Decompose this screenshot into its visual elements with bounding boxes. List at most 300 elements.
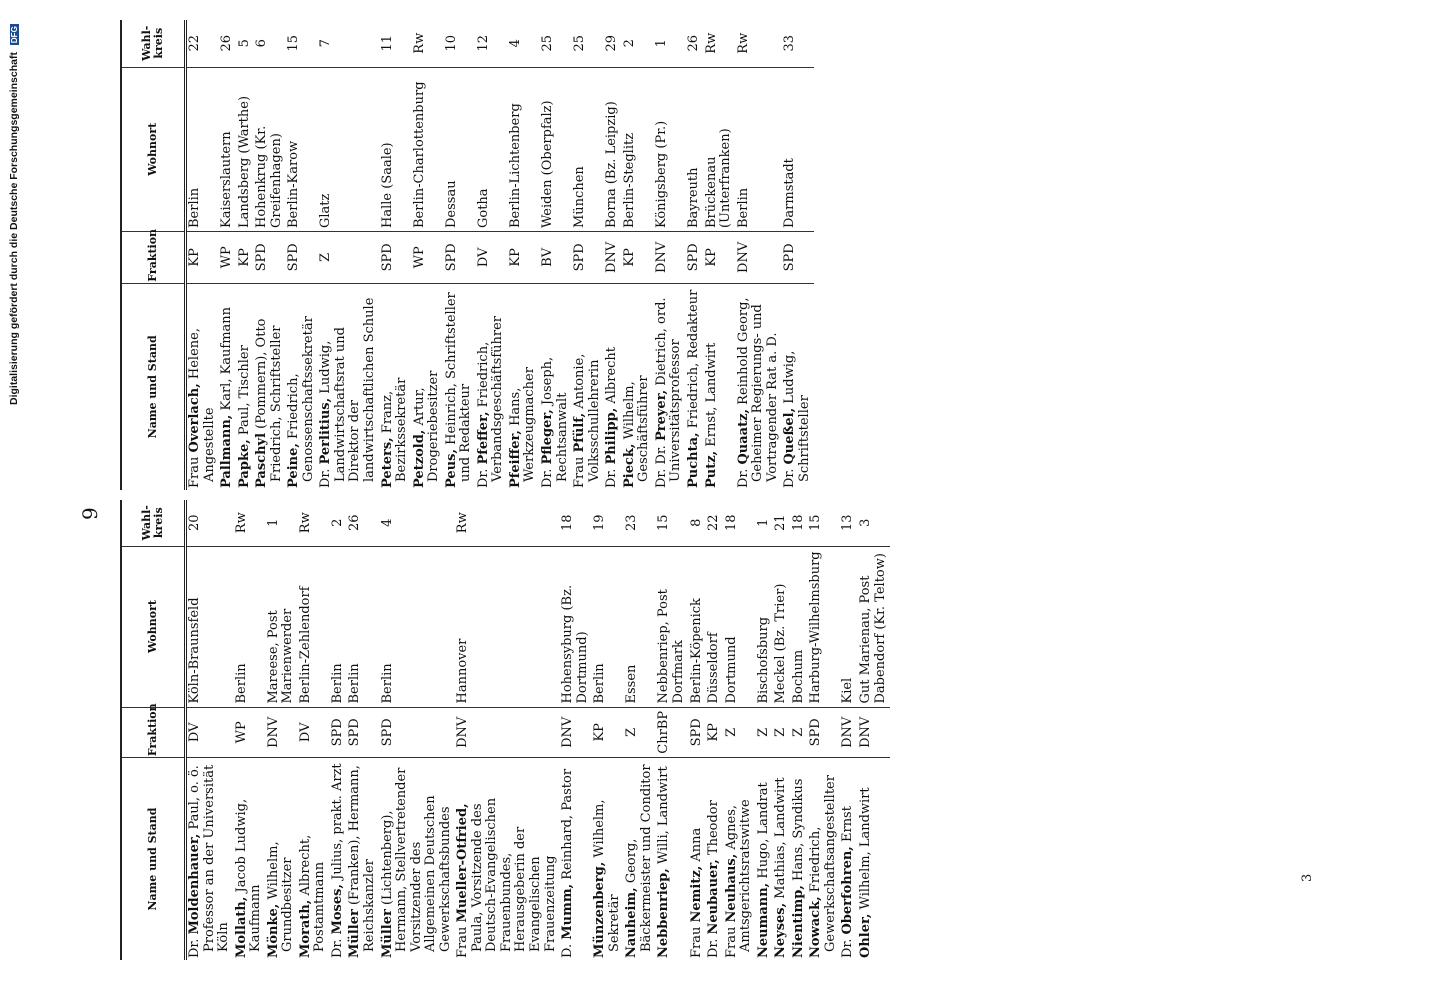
member-details: Joseph, Rechtsanwalt [540, 356, 570, 482]
fraktion-cell: Z [318, 232, 379, 284]
member-surname: Nemitz, [688, 865, 704, 923]
member-prefix: Frau [723, 926, 739, 958]
fraktion-cell: Z [624, 707, 656, 758]
wahlkreis-cell: 23 [624, 500, 656, 546]
member-details: Helene, Angestellte [187, 328, 217, 482]
fraktion-cell: SPD [808, 707, 840, 758]
table-row [476, 20, 508, 490]
header-wahlkreis: Wahl-kreis [121, 20, 186, 67]
wahlkreis-cell: 4 [508, 20, 540, 67]
table-header-row [121, 20, 186, 490]
member-name-cell [858, 758, 890, 960]
member-prefix: Dr. [782, 468, 798, 488]
member-surname: Nientimp, [790, 885, 806, 958]
wohnort-cell: Hannover [455, 546, 560, 707]
wahlkreis-cell: 22 [186, 20, 220, 67]
wohnort-cell: Bayreuth [686, 67, 704, 232]
member-surname: Pieck, [621, 443, 637, 488]
wahlkreis-cell: 6 [254, 20, 286, 67]
member-name-cell [592, 758, 624, 960]
wohnort-cell: Berlin-Charlottenburg [412, 67, 444, 232]
member-name-cell [572, 283, 604, 490]
fraktion-cell: SPD [689, 707, 707, 758]
header-name: Name und Stand [121, 283, 186, 490]
member-surname: Peus, [443, 449, 459, 488]
member-name-cell [455, 758, 560, 960]
table-row [219, 20, 237, 490]
table-row [624, 500, 656, 960]
member-name-cell [773, 758, 791, 960]
member-name-cell [654, 283, 686, 490]
member-name-cell [476, 283, 508, 490]
member-surname: Münzenberg, [592, 861, 608, 958]
fraktion-cell: KP [237, 232, 255, 284]
member-name-cell [689, 758, 707, 960]
member-prefix: Dr. [706, 938, 722, 958]
table-row [654, 20, 686, 490]
wohnort-cell: Darmstadt [782, 67, 814, 232]
member-name-cell [254, 283, 286, 490]
member-surname: Pfülf, [572, 412, 588, 453]
wahlkreis-cell: Rw [704, 20, 736, 67]
member-surname: Müller [379, 909, 395, 958]
wahlkreis-cell: 15 [656, 500, 688, 546]
member-details: Paul, o. ö. Professor an der Universität Köln [187, 764, 232, 952]
wahlkreis-cell: 13 [840, 500, 858, 546]
table-row [455, 500, 560, 960]
wahlkreis-cell: 22 [706, 500, 724, 546]
member-details: Franz, Bezirkssekretär [379, 377, 410, 482]
page-number: 9 [78, 507, 102, 520]
table-row [412, 20, 444, 490]
wohnort-cell: Berlin [347, 546, 379, 707]
member-surname: Petzold, [411, 429, 427, 488]
wahlkreis-cell: 19 [592, 500, 624, 546]
member-details: Ernst, Landwirt [703, 342, 719, 447]
table-row [186, 20, 220, 490]
wahlkreis-cell: 18 [791, 500, 809, 546]
table-row [318, 20, 379, 490]
member-details: Ludwig, Landwirtschaftsrat und Direktor der landwirtschaftlichen Schule [318, 297, 378, 482]
wahlkreis-cell: 2 [330, 500, 348, 546]
table-row [622, 20, 654, 490]
member-details: Wilhelm, Landwirt [857, 787, 873, 910]
member-details: Georg, Bäckermeister und Conditor [624, 764, 654, 952]
wahlkreis-cell: 1 [654, 20, 686, 67]
member-name-cell [186, 758, 234, 960]
wahlkreis-cell: 5 [237, 20, 255, 67]
member-name-cell [234, 758, 266, 960]
fraktion-cell: DV [186, 707, 234, 758]
wahlkreis-cell: 7 [318, 20, 379, 67]
member-surname: Pallmann, [219, 414, 235, 488]
wahlkreis-cell: Rw [736, 20, 783, 67]
member-details: Albrecht, Postamtmann [297, 834, 328, 952]
wahlkreis-cell: 18 [560, 500, 592, 546]
member-surname: Nebbenriep, [656, 868, 672, 958]
header-wahlkreis: Wahl-kreis [121, 500, 186, 546]
wohnort-cell: Kiel [840, 546, 858, 707]
member-name-cell [266, 758, 298, 960]
table-row [858, 500, 890, 960]
wohnort-cell: Berlin-Steglitz [622, 67, 654, 232]
member-details: Wilhelm, Sekretär [592, 799, 622, 952]
member-name-cell [540, 283, 572, 490]
fraktion-cell: DNV [840, 707, 858, 758]
wahlkreis-cell: 21 [773, 500, 791, 546]
member-name-cell [380, 758, 456, 960]
wohnort-cell: Berlin [186, 67, 220, 232]
member-surname: Paschyl [254, 432, 270, 488]
member-details: Dietrich, ord. Universitätsprofessor [653, 297, 684, 482]
member-name-cell [347, 758, 379, 960]
member-surname: Mönke, [265, 903, 281, 958]
header-fraktion: Fraktion [121, 232, 186, 284]
fraktion-cell: KP [622, 232, 654, 284]
wohnort-cell: Berlin-Karow [286, 67, 318, 232]
member-prefix: Frau [688, 926, 704, 958]
member-surname: Moses, [329, 884, 345, 935]
fraktion-cell: SPD [330, 707, 348, 758]
table-row [380, 500, 456, 960]
wohnort-cell: Weiden (Oberpfalz) [540, 67, 572, 232]
table-body-right [186, 20, 815, 490]
member-name-cell [624, 758, 656, 960]
member-details: Albrecht [604, 346, 620, 404]
fraktion-cell: KP [706, 707, 724, 758]
wahlkreis-cell: 15 [808, 500, 840, 546]
member-name-cell [444, 283, 476, 490]
member-surname: Nowack, [808, 896, 824, 958]
fraktion-cell: SPD [686, 232, 704, 284]
member-name-cell [560, 758, 592, 960]
wahlkreis-cell: 26 [219, 20, 237, 67]
member-name-cell [840, 758, 858, 960]
wahlkreis-cell: 25 [540, 20, 572, 67]
member-name-cell [724, 758, 756, 960]
member-name-cell [622, 283, 654, 490]
member-details: Anna [688, 827, 704, 862]
table-row [706, 500, 724, 960]
wohnort-cell: Landsberg (Warthe) [237, 67, 255, 232]
member-details: Julius, prakt. Arzt [329, 763, 345, 880]
member-name-cell [756, 758, 774, 960]
header-wohnort: Wohnort [121, 546, 186, 707]
wahlkreis-cell: 26 [686, 20, 704, 67]
member-name-cell [298, 758, 330, 960]
fraktion-cell: DNV [455, 707, 560, 758]
wohnort-cell: Berlin [592, 546, 624, 707]
member-surname: Quaatz, [735, 408, 751, 465]
member-details: Antonie, Volksschullehrerin [572, 353, 602, 482]
member-surname: Neubauer, [706, 859, 722, 935]
wohnort-cell: Nebbenriep, Post Dorfmark [656, 546, 688, 707]
wohnort-cell: Meckel (Bz. Trier) [773, 546, 791, 707]
member-details: Ernst [840, 806, 856, 843]
dfg-logo: DFG [10, 26, 19, 44]
wohnort-cell: Dortmund [724, 546, 756, 707]
fraktion-cell: KP [508, 232, 540, 284]
member-name-cell [219, 283, 237, 490]
table-body-left [186, 500, 891, 960]
member-details: (Franken), Hermann, Reichskanzler [347, 765, 378, 952]
member-surname: Papke, [236, 439, 252, 488]
wohnort-cell: Berlin [330, 546, 348, 707]
member-details: Paul, Tischler [236, 345, 252, 436]
wahlkreis-cell: 25 [572, 20, 604, 67]
fraktion-cell: DV [298, 707, 330, 758]
signature-mark: 3 [1300, 873, 1315, 882]
member-surname: Pfeiffer, [507, 430, 523, 488]
wohnort-cell: Hohenkrug (Kr. Greifenhagen) [254, 67, 286, 232]
table-row [266, 500, 298, 960]
member-surname: Neyses, [773, 902, 789, 958]
table-row [298, 500, 330, 960]
member-name-cell [706, 758, 724, 960]
member-details: Friedrich, Gewerkschaftsangestellter [808, 775, 838, 952]
member-surname: Müller [347, 909, 363, 958]
member-details: Karl, Kaufmann [219, 306, 235, 411]
table-row [689, 500, 707, 960]
member-details: Reinhold Georg, Geheimer Regierungs- und Vortragender Rat a. D. [735, 297, 780, 482]
member-name-cell [508, 283, 540, 490]
table-row [656, 500, 688, 960]
fraktion-cell: DNV [654, 232, 686, 284]
header-wohnort: Wohnort [121, 67, 186, 232]
header-name: Name und Stand [121, 758, 186, 960]
wohnort-cell: Dessau [444, 67, 476, 232]
table-row [347, 500, 379, 960]
fraktion-cell: SPD [254, 232, 286, 284]
fraktion-cell: SPD [380, 232, 412, 284]
member-surname: Nauheim, [624, 887, 640, 958]
wohnort-cell: München [572, 67, 604, 232]
member-name-cell [380, 283, 412, 490]
member-details: Theodor [706, 800, 722, 856]
member-prefix: Dr. [318, 468, 334, 488]
fraktion-cell: SPD [572, 232, 604, 284]
table-row [736, 20, 783, 490]
wohnort-cell: Berlin [234, 546, 266, 707]
member-prefix: Dr. [329, 938, 345, 958]
fraktion-cell: DV [476, 232, 508, 284]
fraktion-cell: DNV [560, 707, 592, 758]
members-table-right [120, 20, 814, 490]
member-details: (Lichtenberg), Hermann, Stellvertretender Vorsitzender des Allgemeinen Deutschen Gewerkschaftsbundes [379, 767, 453, 952]
wahlkreis-cell: 20 [186, 500, 234, 546]
fraktion-cell: DNV [858, 707, 890, 758]
wahlkreis-cell: 33 [782, 20, 814, 67]
table-row [186, 500, 234, 960]
wohnort-cell: Berlin-Zehlendorf [298, 546, 330, 707]
wahlkreis-cell: 15 [286, 20, 318, 67]
member-surname: Peters, [379, 437, 395, 488]
table-row [686, 20, 704, 490]
wahlkreis-cell: 8 [689, 500, 707, 546]
member-details: Agnes, Amtsgerichtsratswitwe [723, 799, 754, 952]
member-prefix: Dr. [840, 938, 856, 958]
wahlkreis-cell: 1 [756, 500, 774, 546]
member-details: Willi, Landwirt [656, 766, 672, 865]
member-surname: Puchta, [685, 432, 701, 488]
fraktion-cell: ChrBP [656, 707, 688, 758]
fraktion-cell: WP [219, 232, 237, 284]
wohnort-cell: Harburg-Wilhelmsburg [808, 546, 840, 707]
wahlkreis-cell: 12 [476, 20, 508, 67]
member-surname: Mollath, [233, 896, 249, 958]
member-prefix: Frau [187, 456, 202, 488]
table-row [380, 20, 412, 490]
table-header-row [121, 500, 186, 960]
fraktion-cell: DNV [604, 232, 622, 284]
fraktion-cell: Z [724, 707, 756, 758]
member-prefix: D. [560, 943, 576, 958]
fraktion-cell: SPD [347, 707, 379, 758]
fraktion-cell: KP [186, 232, 220, 284]
member-surname: Morath, [297, 899, 313, 958]
table-row [773, 500, 791, 960]
member-surname: Philipp, [604, 407, 620, 465]
member-name-cell [186, 283, 220, 490]
wahlkreis-cell: Rw [455, 500, 560, 546]
wohnort-cell: Bochum [791, 546, 809, 707]
wahlkreis-cell: Rw [412, 20, 444, 67]
table-row [724, 500, 756, 960]
wahlkreis-cell: Rw [234, 500, 266, 546]
member-details: Reinhard, Pastor [560, 768, 576, 880]
member-name-cell [704, 283, 736, 490]
wahlkreis-cell: 29 [604, 20, 622, 67]
wahlkreis-cell: Rw [298, 500, 330, 546]
wohnort-cell: Gotha [476, 67, 508, 232]
table-row [592, 500, 624, 960]
member-surname: Oberfohren, [840, 846, 856, 935]
member-name-cell [286, 283, 318, 490]
member-prefix: Dr. [604, 468, 620, 488]
table-row [840, 500, 858, 960]
wahlkreis-cell: 1 [266, 500, 298, 546]
member-prefix: Dr. Dr. [653, 445, 669, 488]
credit-text: Digitalisierung gefördert durch die Deutsche Forschungsgemeinschaft [8, 52, 20, 405]
member-name-cell [736, 283, 783, 490]
member-surname: Overlach, [187, 383, 202, 453]
table-row [756, 500, 774, 960]
wohnort-cell: Berlin [380, 546, 456, 707]
wahlkreis-cell: 4 [380, 500, 456, 546]
wohnort-cell: Köln-Braunsfeld [186, 546, 234, 707]
member-surname: Moldenhauer, [187, 833, 202, 935]
wahlkreis-cell: 26 [347, 500, 379, 546]
fraktion-cell: Z [756, 707, 774, 758]
member-surname: Putz, [703, 450, 719, 488]
member-name-cell [808, 758, 840, 960]
fraktion-cell: DNV [266, 707, 298, 758]
member-details: Friedrich, Redakteur [685, 289, 701, 429]
fraktion-cell: SPD [782, 232, 814, 284]
table-row [234, 500, 266, 960]
member-details: Friedrich, Genossenschaftssekretär [286, 316, 316, 482]
member-surname: Pfeffer, [475, 411, 491, 465]
member-surname: Pfleger, [540, 409, 556, 465]
table-row [808, 500, 840, 960]
member-prefix: Dr. [735, 468, 751, 488]
digitization-credit [8, 5, 20, 405]
wohnort-cell: Berlin [736, 67, 783, 232]
member-prefix: Frau [572, 456, 588, 488]
fraktion-cell: Z [791, 707, 809, 758]
header-fraktion: Fraktion [121, 707, 186, 758]
member-name-cell [791, 758, 809, 960]
member-name-cell [686, 283, 704, 490]
member-details: Wilhelm, Grundbesitzer [265, 841, 296, 952]
wahlkreis-cell: 11 [380, 20, 412, 67]
table-row [286, 20, 318, 490]
member-name-cell [330, 758, 348, 960]
member-details: Jacob Ludwig, Kaufmann [233, 798, 264, 952]
wohnort-cell: Berlin-Köpenick [689, 546, 707, 707]
member-details: Paula, Vorsitzende des Deutsch-Evangelischen Frauenbundes, Herausgeberin der Evangelischen Frauenzeitung [469, 797, 558, 952]
wohnort-cell: Düsseldorf [706, 546, 724, 707]
member-prefix: Frau [455, 926, 471, 958]
member-name-cell [782, 283, 814, 490]
fraktion-cell: Z [773, 707, 791, 758]
table-row [604, 20, 622, 490]
table-row [782, 20, 814, 490]
member-surname: Neuhaus, [723, 853, 739, 923]
table-row [330, 500, 348, 960]
wohnort-cell: Borna (Bz. Leipzig) [604, 67, 622, 232]
fraktion-cell: KP [704, 232, 736, 284]
member-details: Wilhelm, Geschäftsführer [621, 375, 652, 482]
table-row [560, 500, 592, 960]
wohnort-cell: Essen [624, 546, 656, 707]
member-details: Hugo, Landrat [755, 782, 771, 879]
table-row [704, 20, 736, 490]
fraktion-cell: DNV [736, 232, 783, 284]
member-surname: Peine, [286, 443, 302, 488]
fraktion-cell: SPD [286, 232, 318, 284]
table-row [444, 20, 476, 490]
table-row [254, 20, 286, 490]
member-prefix: Dr. [475, 468, 491, 488]
member-details: Hans, Syndikus [790, 778, 806, 881]
member-name-cell [656, 758, 688, 960]
wohnort-cell: Brückenau (Unterfranken) [704, 67, 736, 232]
member-surname: Queßel, [782, 407, 798, 465]
fraktion-cell: SPD [444, 232, 476, 284]
member-details: Mathias, Landwirt [773, 777, 789, 899]
wohnort-cell: Mareese, Post Marienwerder [266, 546, 298, 707]
member-details: Artur, Drogeriebesitzer [411, 370, 442, 482]
member-details: Hans, Werkzeugmacher [507, 367, 538, 482]
member-details: Ludwig, Schriftsteller [782, 350, 812, 482]
wahlkreis-cell: 3 [858, 500, 890, 546]
member-prefix: Dr. [540, 468, 556, 488]
wohnort-cell: Gut Marienau, Post Dabendorf (Kr. Teltow) [858, 546, 890, 707]
member-surname: Mumm, [560, 883, 576, 940]
member-prefix: Dr. [187, 938, 202, 958]
member-details: Heinrich, Schriftsteller und Redakteur [443, 292, 474, 482]
members-table-left [120, 500, 890, 960]
table-row [540, 20, 572, 490]
member-name-cell [412, 283, 444, 490]
fraktion-cell: SPD [380, 707, 456, 758]
table-row [508, 20, 540, 490]
fraktion-cell: BV [540, 232, 572, 284]
wahlkreis-cell: 18 [724, 500, 756, 546]
wohnort-cell: Bischofsburg [756, 546, 774, 707]
member-surname: Preyer, [653, 389, 669, 442]
